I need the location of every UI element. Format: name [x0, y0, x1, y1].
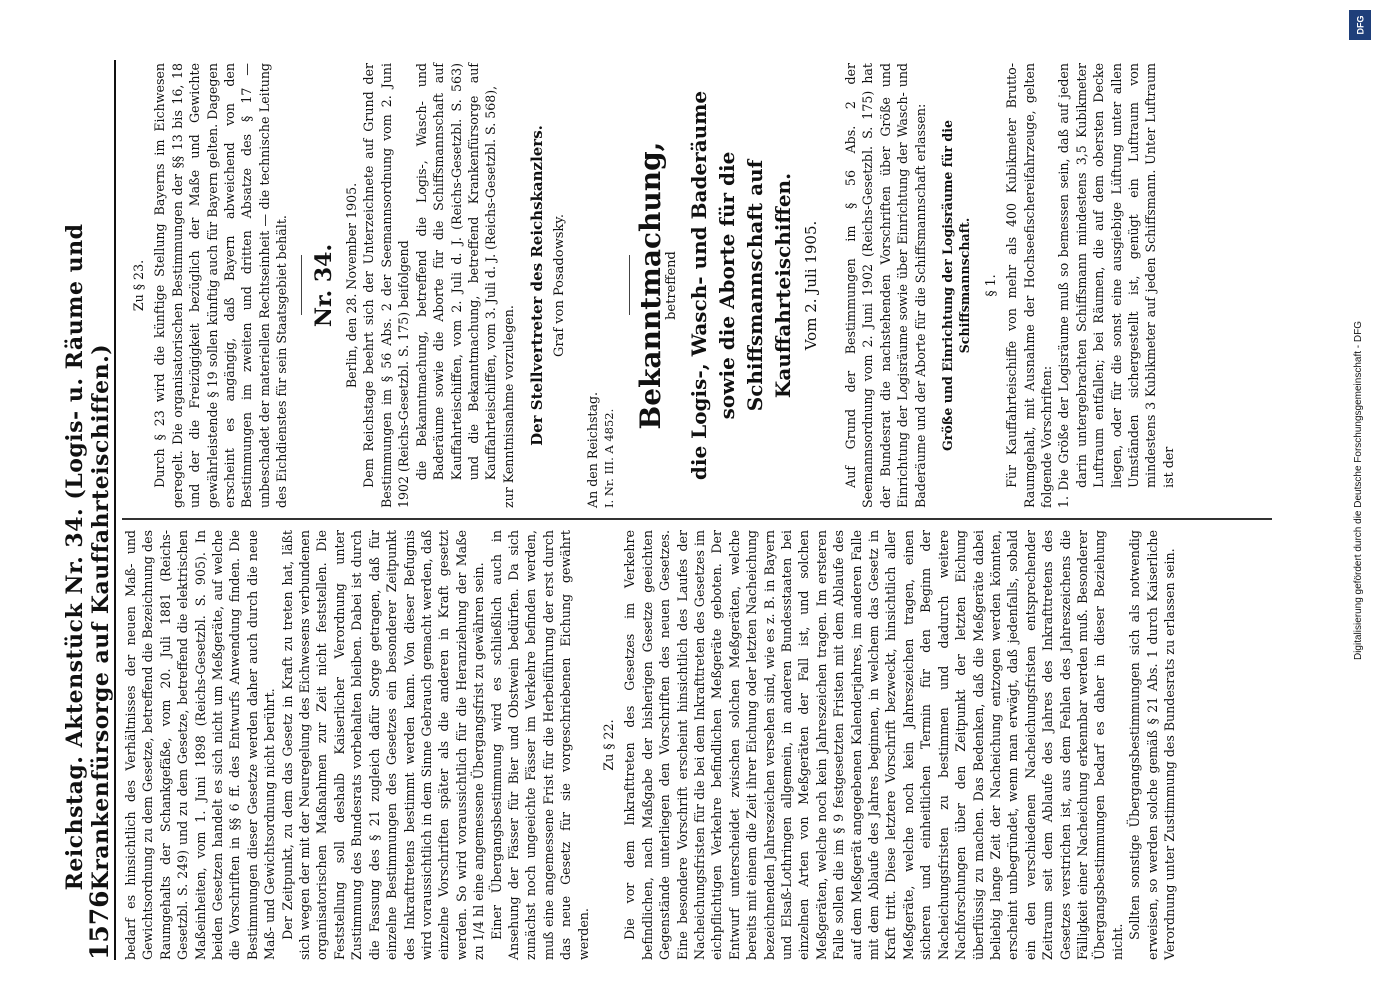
signature-title: Der Stellvertreter des Reichskanzlers. — [528, 125, 547, 446]
sub-heading: Größe und Einrichtung der Logisräume für die Schiffsmannschaft. — [940, 120, 973, 452]
column-divider — [122, 519, 1272, 521]
dfg-logo-text: DFG — [1355, 15, 1365, 35]
left-column — [122, 530, 1272, 960]
paragraph: Dem Reichstage beehrt sich der Unterzeichnete auf Grund der Bestimmungen im § 56 Abs. 2 der Seemannsordnung vom 2. Juni 1902 (Reichs-Gesetzbl. S. 175) beifolgend — [361, 63, 412, 508]
digitization-note — [1348, 10, 1370, 970]
running-head-title: Reichstag. Aktenstück Nr. 34. (Logis- u. Räume und Krankenfürsorge auf Kauffahrteischiffen.) — [62, 223, 114, 891]
announcement-betreffend: betreffend — [664, 251, 680, 320]
signature-name: Graf von Posadowsky. — [551, 214, 567, 358]
file-number: I. Nr. III. A 4852. — [602, 408, 617, 508]
paragraph: Der Zeitpunkt, zu dem das Gesetz in Kraft zu treten hat, läßt sich wegen der mit der Neuregelung des Eichwesens verbundenen organisatorischen Maßnahmen zur Zeit nicht feststellen. Die Feststellung soll deshalb Kaiserlicher Verordnung unter Zustimmung des Bundesrats vorbehalten bleiben. Dabei ist durch die Fassung des § 21 zugleich dafür Sorge getragen, daß für einzelne Bestimmungen des Gesetzes ein besonderer Zeitpunkt des Inkrafttretens bestimmt werden kann. Von dieser Befugnis wird voraussichtlich in dem Sinne Gebrauch gemacht werden, daß einzelne Vorschriften später als die anderen in Kraft gesetzt werden. So wird voraussichtlich für die Heranziehung der Maße zu 1/4 hl eine angemessene Übergangsfrist zu gewähren sein. — [279, 530, 487, 960]
enclosure-list: die Bekanntmachung, betreffend die Logis-, Wasch- und Baderäume sowie die Aborte für die Schiffsmannschaft auf Kauffahrteischiffen, vom 2. Juli d. J. (Reichs-Gesetzbl. S. 563) und die Bekanntmachung, betreffend Krankenfürsorge auf Kauffahrteischiffen, vom 3. Juli d. J. (Reichs-Gesetzbl. S. 568), — [413, 63, 499, 481]
section-heading: Zu § 22. — [600, 719, 616, 771]
paragraph: Durch § 23 wird die künftige Stellung Bayerns im Eichwesen geregelt. Die organisatorischen Bestimmungen der §§ 13 bis 16, 18 und der die Freizügigkeit bezüglich der Maße und Gewichte gewährleistende § 19 sollen künftig auch für Bayern gelten. Dagegen erscheint es angängig, daß Bayern abweichend von den Bestimmungen im zweiten und dritten Absatze des § 17 — unbeschadet der materiellen Rechtseinheit — die technische Leitung des Eichdienstes für sein Staatsgebiet behält. — [152, 63, 290, 508]
page-number: 1576 — [85, 890, 114, 960]
document-page — [30, 20, 1330, 1000]
section-heading: Zu § 23. — [131, 259, 146, 312]
announcement-date: Vom 2. Juli 1905. — [801, 220, 820, 351]
separator-rule — [629, 256, 630, 316]
paragraph: Für Kauffahrteischiffe von mehr als 400 Kubikmeter Brutto-Raumgehalt, mit Ausnahme der Hochseefischereifahrzeuge, gelten folgende Vorschriften: — [1004, 63, 1055, 508]
list-item: 1. Die Größe der Logisräume muß so bemessen sein, daß auf jeden darin untergebrachten Schiffsmann mindestens 3,5 Kubikmeter Luftraum entfallen; bei Räumen, die auf dem obersten Decke liegen, oder für die sonst eine ausgiebige Lüftung unter allen Umständen sichergestellt ist, genügt ein Luftraum von mindestens 3 Kubikmeter auf jeden Schiffsmann. Unter Luftraum ist der — [1056, 63, 1176, 508]
running-header — [62, 60, 116, 960]
paragraph: Die vor dem Inkrafttreten des Gesetzes im Verkehre befindlichen, nach Maßgabe der bisherigen Gesetze geeichten Gegenstände unterliegen den Vorschriften des neuen Gesetzes. Eine besondere Vorschrift erscheint hinsichtlich des Laufes der Nacheichungsfristen für die bei dem Inkrafttreten des Gesetzes im eichpflichtigen Verkehre befindlichen Meßgeräte geboten. Der Entwurf unterscheidet zwischen solchen Meßgeräten, welche bereits mit einem die Zeit ihrer Eichung oder letzten Nacheichung bezeichnenden Jahreszeichen versehen sind, wie es z. B. in Bayern und Elsaß-Lothringen allgemein, in anderen Bundesstaaten bei einzelnen Arten von Meßgeräten der Fall ist, und solchen Meßgeräten, welche noch kein Jahreszeichen tragen. Im ersteren Falle sollen die im § 9 festgesetzten Fristen mit dem Ablaufe des auf dem Meßgerät angegebenen Kalenderjahres, im anderen Falle mit dem Ablaufe des Jahres beginnen, in welchem das Gesetz in Kraft tritt. Diese letztere Vorschrift bezweckt, hinsichtlich aller Meßgeräte, welche noch kein Jahreszeichen tragen, einen sicheren und einheitlichen Termin für den Beginn der Nacheichungsfristen zu bestimmen und dadurch weitere Nachforschungen über den Zeitpunkt der letzten Eichung überflüssig zu machen. Das Bedenken, daß die Meßgeräte dabei beliebig lange Zeit der Nacheichung entzogen werden könnten, erscheint unbegründet, wenn man erwägt, daß jedenfalls, sobald ein den verschiedenen Nacheichungsfristen entsprechender Zeitraum seit dem Ablaufe des Jahres des Inkrafttretens des Gesetzes verstrichen ist, aus dem Fehlen des Jahreszeichens die Fälligkeit einer Nacheichung erkennbar werden muß. Besonderer Übergangsbestimmungen bedarf es daher in dieser Beziehung nicht. — [622, 530, 1125, 960]
right-column — [122, 63, 1272, 508]
paragraph: zur Kenntnisnahme vorzulegen. — [500, 305, 516, 508]
section-heading: § 1. — [982, 274, 998, 297]
paragraph: Einer Übergangsbestimmung wird es schließlich auch in Ansehung der Fässer für Bier und Obstwein bedürfen. Da sich zunächst noch ungeeichte Fässer im Verkehre befinden werden, muß eine angemessene Frist für die Herbeiführung der erst durch das neue Gesetz für sie vorgeschriebenen Eichung gewährt werden. — [488, 530, 591, 960]
paragraph: Sollten sonstige Übergangsbestimmungen sich als notwendig erweisen, so werden solche gemäß § 21 Abs. 1 durch Kaiserliche Verordnung unter Zustimmung des Bundesrats zu erlassen sein. — [1127, 530, 1177, 960]
announcement-title: Bekanntmachung, — [633, 141, 667, 430]
announcement-subject: die Logis-, Wasch- und Baderäume sowie die Aborte für die Schiffsmannschaft auf Kauffahrteischiffen. — [686, 90, 795, 481]
separator-rule — [301, 256, 302, 316]
paragraph: Auf Grund der Bestimmungen im § 56 Abs. 2 der Seemannsordnung vom 2. Juni 1902 (Reichs-Gesetzbl. S. 175) hat der Bundesrat die nachstehenden Vorschriften über Größe und Einrichtung der Logisräume sowie über Einrichtung der Wasch- und Baderäume und der Aborte für die Schiffsmannschaft erlassen: — [842, 63, 928, 508]
addressee: An den Reichstag. — [584, 391, 600, 508]
document-number: Nr. 34. — [310, 243, 337, 328]
digitization-note-text: Digitalisierung gefördert durch die Deutsche Forschungsgemeinschaft - DFG — [1353, 320, 1365, 660]
place-date: Berlin, den 28. November 1905. — [344, 182, 360, 389]
paragraph: bedarf es hinsichtlich des Verhältnisses der neuen Maß- und Gewichtsordnung zu dem Gesetze, betreffend die Bezeichnung des Raumgehalts der Schankgefäße, vom 20. Juli 1881 (Reichs-Gesetzbl. S. 249) und zu dem Gesetze, betreffend die elektrischen Maßeinheiten, vom 1. Juni 1898 (Reichs-Gesetzbl. S. 905). In beiden Gesetzen handelt es sich nicht um Meßgeräte, auf welche die Vorschriften in §§ 6 ff. des Entwurfs Anwendung finden. Die Bestimmungen dieser Gesetze werden daher auch durch die neue Maß- und Gewichtsordnung nicht berührt. — [123, 530, 278, 960]
